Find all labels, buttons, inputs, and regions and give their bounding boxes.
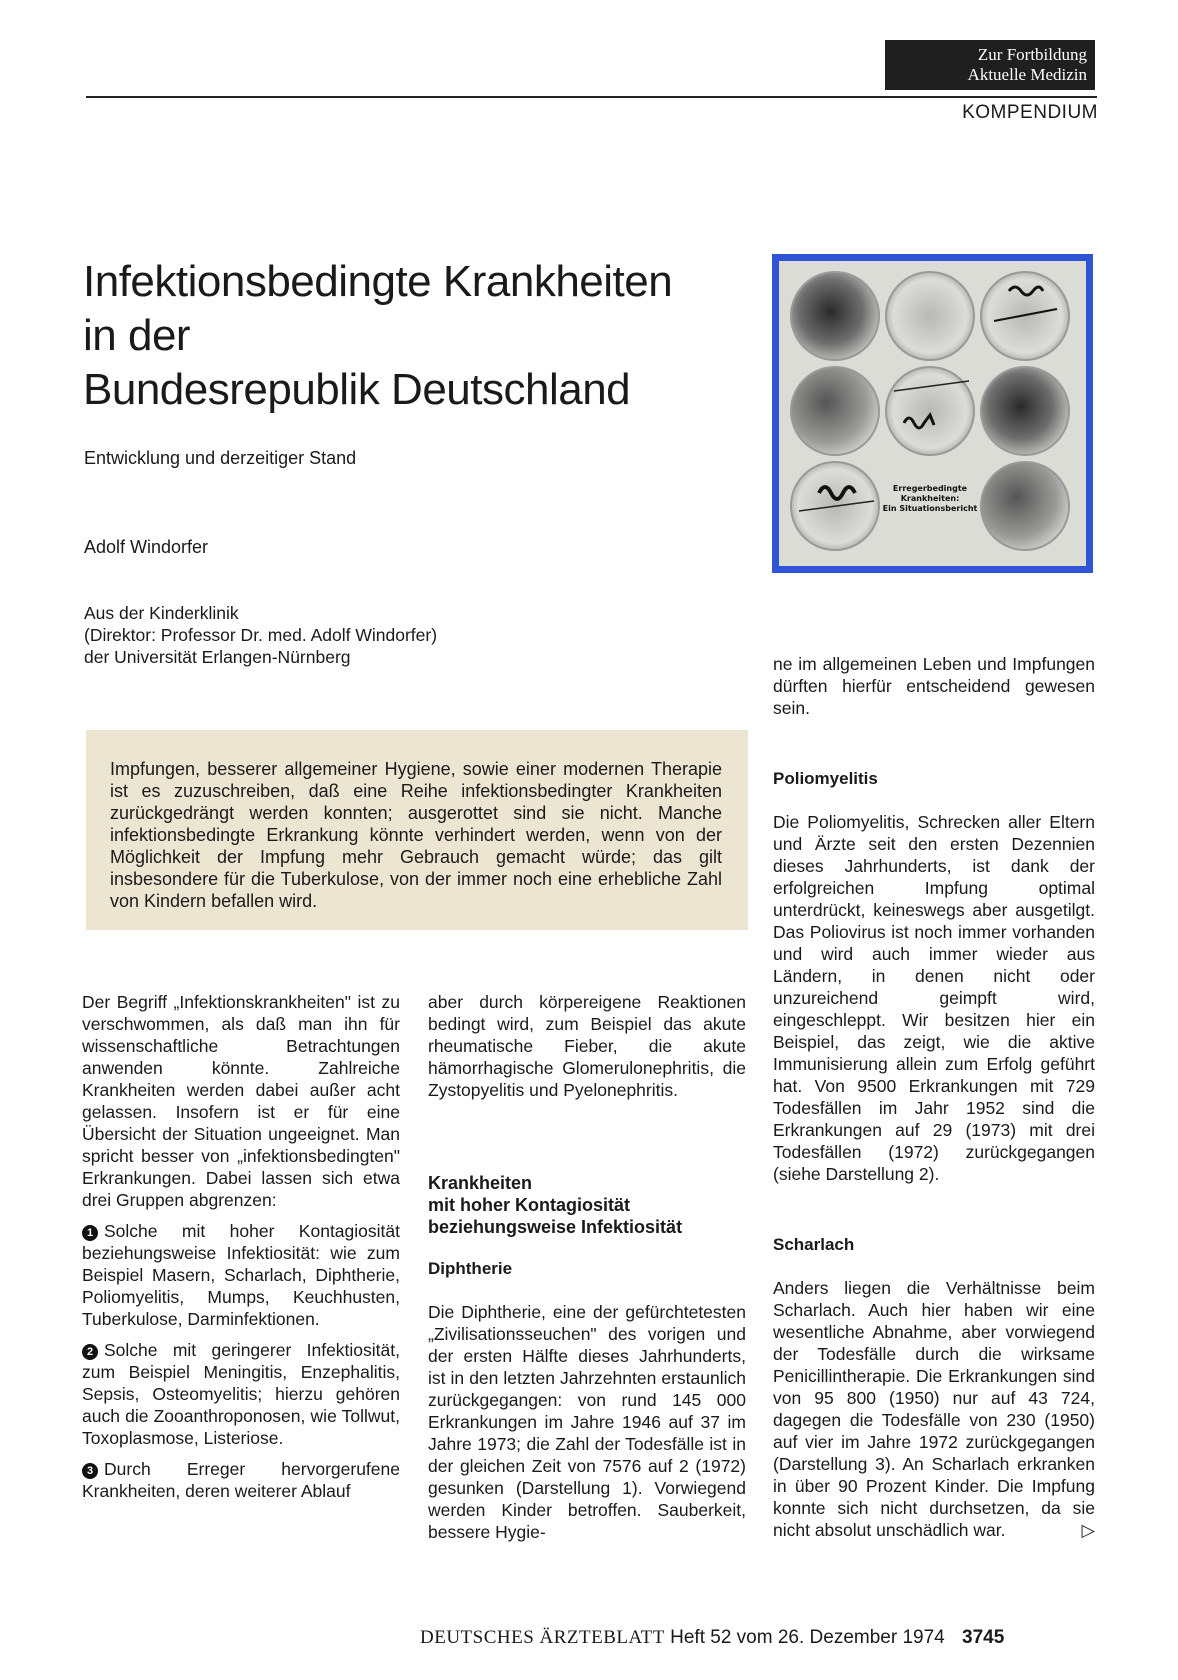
column-3: [773, 653, 1095, 1550]
header-rule: [86, 96, 1097, 98]
title-line: Bundesrepublik Deutschland: [83, 365, 631, 414]
journal-name: DEUTSCHES ÄRZTEBLATT: [420, 1627, 665, 1648]
group-text: Solche mit hoher Kontagiosität beziehungsweise Infektiosität: wie zum Beispiel Masern, Scharlach, Diphtherie, Poliomyelitis, Mumps, Keuchhusten, Tuberkulose, Darminfektionen.: [82, 1221, 400, 1329]
scharlach-heading: Scharlach: [773, 1235, 855, 1254]
polio-heading: Poliomyelitis: [773, 769, 878, 788]
group-item: [82, 1339, 400, 1449]
abstract-text: Impfungen, besserer allgemeiner Hygiene, sowie einer modernen Therapie ist es zuzuschreiben, daß eine Reihe infektionsbedingter Krankheiten zurückgedrängt werden konnten; ausgerottet sind sie nicht. Manche infektionsbedingte Erkrankung könnte verhindert werden, wenn von der Möglichkeit der Impfung mehr Gebrauch gemacht würde; das gilt insbesondere für die Tuberkulose, von der immer noch eine erhebliche Zahl von Kindern befallen wird.: [110, 759, 722, 911]
column-2: [428, 991, 746, 1552]
paragraph: ne im allgemeinen Leben und Impfungen dürften hierfür entscheidend gewesen sein.: [773, 654, 1095, 718]
group-item: [82, 1458, 400, 1502]
group-number-icon: 2: [82, 1344, 98, 1360]
section-label-line2: Aktuelle Medizin: [967, 65, 1087, 84]
title-line: Infektionsbedingte Krankheiten: [83, 257, 673, 306]
paragraph: Der Begriff „Infektionskrankheiten" ist zu verschwommen, als daß man ihn für wissenschaftliche Betrachtungen anwenden könnte. Zahlreiche Krankheiten werden dabei außer acht gelassen. Insofern ist er für eine Übersicht der Situation ungeeignet. Man spricht besser von „infektionsbedingten" Erkrankungen. Dabei lassen sich etwa drei Gruppen abgrenzen:: [82, 992, 400, 1210]
group-item: [82, 1220, 400, 1330]
affiliation-line: Aus der Kinderklinik: [84, 603, 239, 623]
photo-caption-line: Krankheiten:: [900, 494, 960, 503]
photo-caption-line: Ein Situationsbericht: [882, 504, 978, 513]
group-text: Durch Erreger hervorgerufene Krankheiten, deren weiterer Ablauf: [82, 1459, 400, 1501]
category-label: KOMPENDIUM: [962, 102, 1098, 123]
petri-dishes-illustration: [779, 261, 1086, 566]
diphtherie-heading: Diphtherie: [428, 1259, 513, 1278]
paragraph: Die Poliomyelitis, Schrecken aller Eltern und Ärzte seit den ersten Dezennien dieses Jahrhunderts, ist dank der erfolgreichen Impfung optimal unterdrückt, keineswegs aber ausgetilgt. Das Poliovirus ist noch immer vorhanden und wird auch immer wieder aus Ländern, in denen nicht oder unzureichend geimpft wird, eingeschleppt. Wir besitzen hier ein Beispiel, das zeigt, wie die aktive Immunisierung allein zum Erfolg geführt hat. Von 9500 Erkrankungen mit 729 Todesfällen im Jahr 1952 sind die Erkrankungen auf 29 (1973) mit drei Todesfällen (1972) zurückgegangen (siehe Darstellung 2).: [773, 812, 1095, 1184]
title-line: in der: [83, 311, 191, 360]
author-name: Adolf Windorfer: [84, 537, 209, 557]
page-footer: [420, 1627, 1004, 1649]
group-number-icon: 3: [82, 1463, 98, 1479]
group-text: Solche mit geringerer Infektiosität, zum Beispiel Meningitis, Enzephalitis, Sepsis, Osteomyelitis; hierzu gehören auch die Zooanthroponosen, wie Tollwut, Toxoplasmose, Listeriose.: [82, 1340, 400, 1448]
photo-caption-line: Erregerbedingte: [892, 484, 968, 493]
issue-info: Heft 52 vom 26. Dezember 1974: [670, 1627, 945, 1648]
paragraph: aber durch körpereigene Reaktionen bedingt wird, zum Beispiel das akute rheumatische Fieber, die akute hämorrhagische Glomerulonephritis, die Zystopyelitis und Pyelonephritis.: [428, 992, 746, 1100]
section-label: [885, 40, 1095, 90]
article-title: [83, 255, 763, 417]
continue-arrow-icon: ▷: [1081, 1520, 1095, 1540]
article-subtitle: Entwicklung und derzeitiger Stand: [84, 448, 357, 468]
paragraph: Die Diphtherie, eine der gefürchtetesten „Zivilisationsseuchen" des vorigen und der ersten Hälfte dieses Jahrhunderts, ist in den letzten Jahrzehnten erstaunlich zurückgegangen: von rund 145 000 Erkrankungen im Jahre 1946 auf 37 im Jahre 1973; die Zahl der Todesfälle ist in der gleichen Zeit von 7576 auf 2 (1972) gesunken (Darstellung 1). Vorwiegend werden Kinder betroffen. Sauberkeit, bessere Hygie-: [428, 1302, 746, 1542]
paragraph: Anders liegen die Verhältnisse beim Scharlach. Auch hier haben wir eine wesentliche Abnahme, aber vorwiegend der Todesfälle durch die wirksame Penicillintherapie. Die Erkrankungen sind von 95 800 (1950) nur auf 43 724, dagegen die Todesfälle von 230 (1950) auf vier im Jahre 1972 zurückgegangen (Darstellung 3). An Scharlach erkranken in über 90 Prozent Kinder. Die Impfung konnte sich nicht durchsetzen, da sie nicht absolut unschädlich war. ▷: [773, 1278, 1095, 1540]
author-affiliation: [84, 602, 437, 668]
section-heading: Krankheiten mit hoher Kontagiosität beziehungsweise Infektiosität: [428, 1173, 683, 1237]
column-1: [82, 991, 400, 1511]
page-number: 3745: [962, 1627, 1005, 1648]
affiliation-line: der Universität Erlangen-Nürnberg: [84, 647, 351, 667]
petri-dish-photo: [772, 254, 1093, 573]
section-label-line1: Zur Fortbildung: [977, 45, 1087, 64]
group-number-icon: 1: [82, 1225, 98, 1241]
affiliation-line: (Direktor: Professor Dr. med. Adolf Windorfer): [84, 625, 438, 645]
